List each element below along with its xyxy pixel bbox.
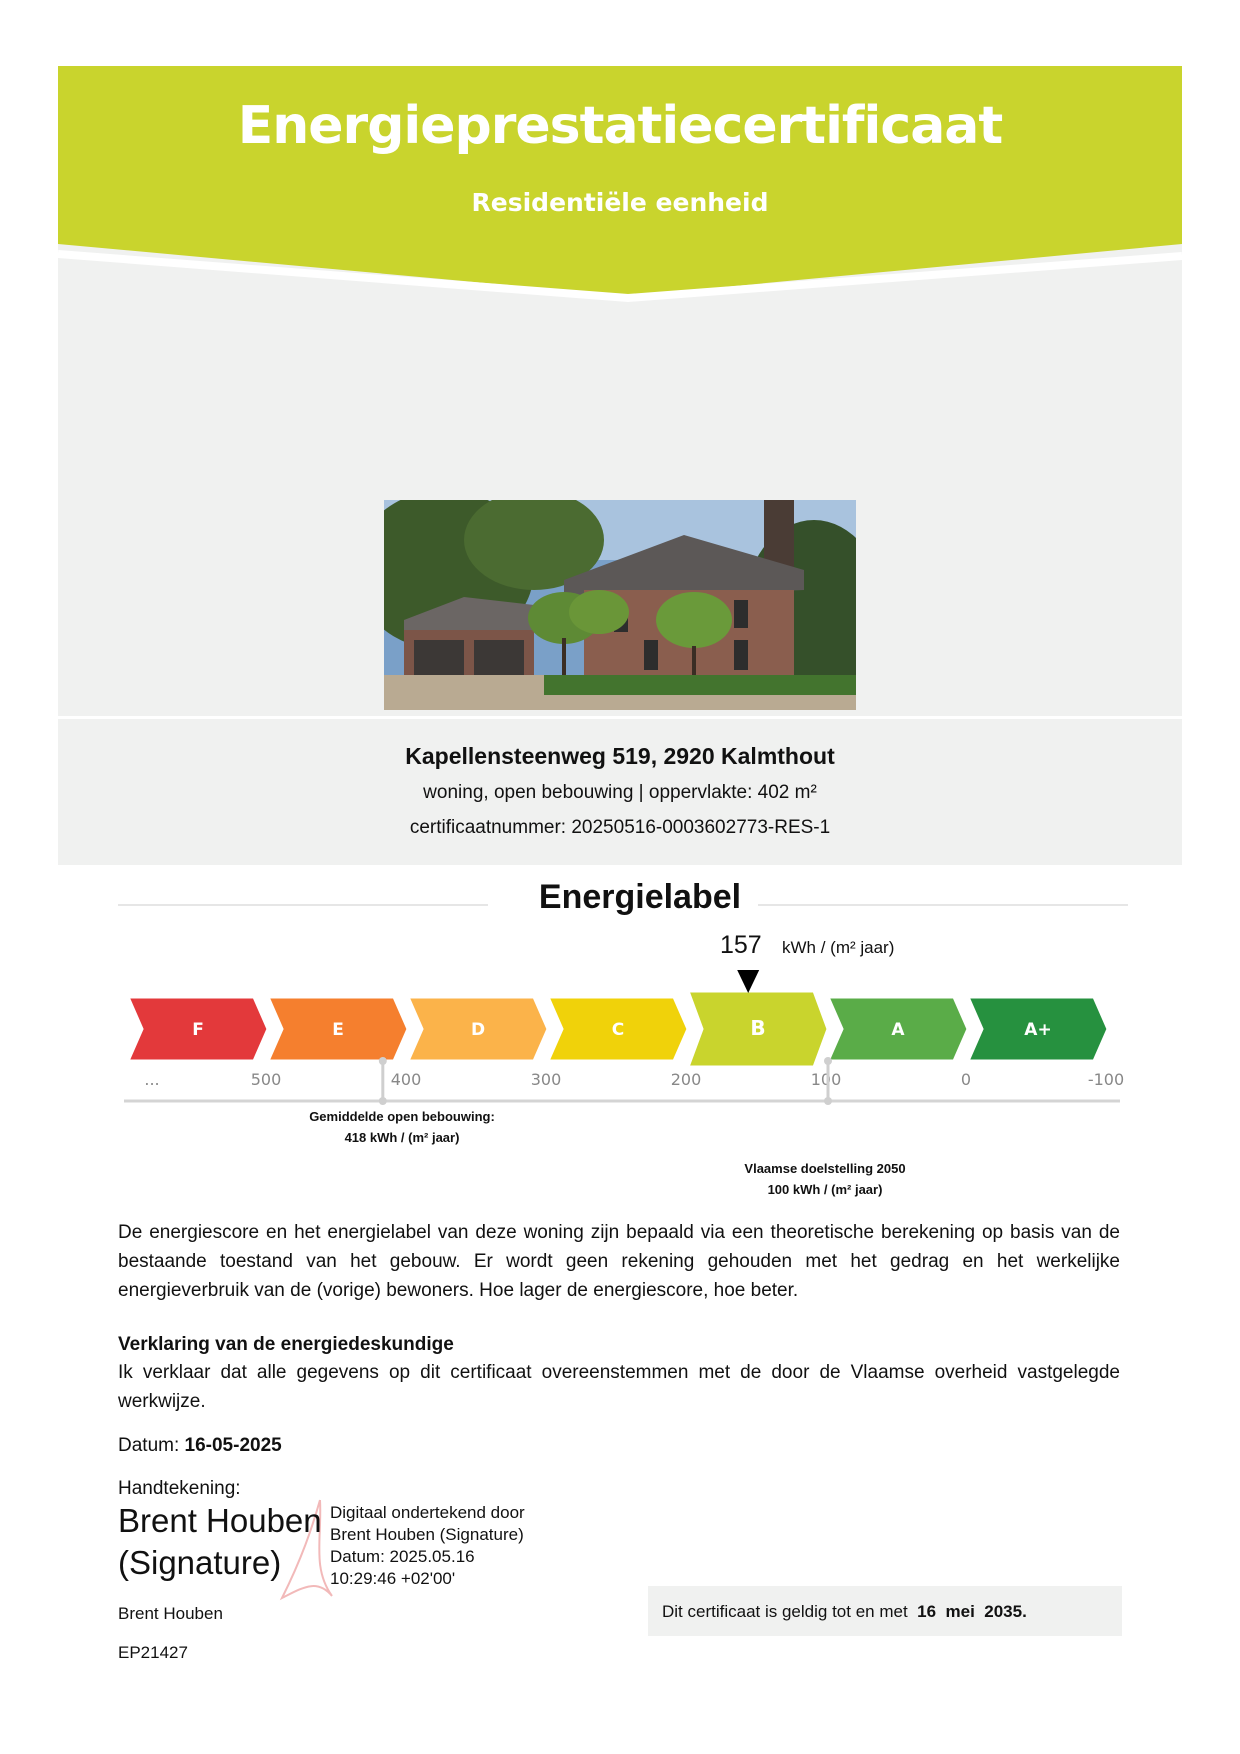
energy-label-chart — [118, 925, 1128, 1110]
label-letter-f: F — [192, 1020, 204, 1040]
energy-score: 157 — [720, 931, 762, 959]
property-address: Kapellensteenweg 519, 2920 Kalmthout — [405, 743, 835, 769]
property-description: woning, open bebouwing | oppervlakte: 402 m² — [423, 782, 817, 803]
target-note-line2: 100 kWh / (m² jaar) — [767, 1182, 883, 1197]
heading-rule-left — [118, 904, 488, 906]
digital-signature-details — [330, 1502, 525, 1590]
validity-text — [662, 1602, 1027, 1622]
validity-day: 16 — [917, 1602, 937, 1621]
validity-year: 2035. — [984, 1602, 1027, 1621]
label-letter-e: E — [332, 1020, 344, 1040]
heading-rule-right — [758, 904, 1128, 906]
digital-signature-line1: Digitaal ondertekend door — [330, 1503, 525, 1522]
label-letter-d: D — [470, 1020, 486, 1040]
document-title: Energieprestatiecertificaat — [237, 96, 1003, 156]
date-value: 16-05-2025 — [184, 1435, 282, 1456]
intro-paragraph: De energiescore en het energielabel van deze woning zijn bepaald via een theoretische berekening op basis van de bestaande toestand van het gebouw. Er wordt geen rekening gehouden met het gedrag en het werkelijke energieverbruik van de (vorige) bewoners. Hoe lager de energiescore, hoe beter. — [118, 1222, 1120, 1301]
signature-name-line1: Brent Houben — [118, 1502, 322, 1539]
declaration-body: Ik verklaar dat alle gegevens op dit certificaat overeenstemmen met de door de Vlaamse overheid vastgelegde werkwijze. — [118, 1362, 1120, 1412]
signer-name: Brent Houben — [118, 1604, 223, 1623]
axis-tick-label: 500 — [250, 1070, 282, 1089]
average-note-line2: 418 kWh / (m² jaar) — [344, 1130, 460, 1145]
target-note — [695, 1158, 955, 1200]
target-reference-line-dot — [824, 1057, 832, 1065]
document-subtitle: Residentiële eenheid — [471, 188, 769, 217]
axis-tick-label: -100 — [1087, 1070, 1125, 1089]
target-note-line1: Vlaamse doelstelling 2050 — [744, 1161, 906, 1176]
digital-signature-line2: Brent Houben (Signature) — [330, 1525, 524, 1544]
axis-tick-label: 300 — [530, 1070, 562, 1089]
validity-prefix: Dit certificaat is geldig tot en met — [662, 1602, 908, 1621]
date-label: Datum: — [118, 1435, 180, 1456]
label-letter-c: C — [611, 1020, 625, 1040]
axis-tick-label: ... — [144, 1070, 160, 1089]
energy-score-unit: kWh / (m² jaar) — [782, 938, 895, 957]
label-letter-a-plus: A+ — [1024, 1020, 1052, 1040]
average-reference-line-dot — [379, 1097, 387, 1105]
validity-month: mei — [945, 1602, 975, 1621]
axis-tick-label: 200 — [670, 1070, 702, 1089]
label-letter-b: B — [750, 1016, 766, 1040]
axis-tick-label: 100 — [810, 1070, 842, 1089]
declaration-heading: Verklaring van de energiedeskundige — [118, 1334, 454, 1355]
expert-id: EP21427 — [118, 1643, 188, 1662]
signature-name-line2: (Signature) — [118, 1544, 282, 1581]
digital-signature-line3: Datum: 2025.05.16 — [330, 1547, 475, 1566]
target-reference-line-dot — [824, 1097, 832, 1105]
average-reference-line-dot — [379, 1057, 387, 1065]
label-letter-a: A — [891, 1020, 905, 1040]
axis-tick-label: 400 — [390, 1070, 422, 1089]
average-note-line1: Gemiddelde open bebouwing: — [309, 1109, 495, 1124]
average-note — [262, 1106, 542, 1148]
axis-tick-label: 0 — [960, 1070, 972, 1089]
energielabel-heading: Energielabel — [538, 878, 742, 916]
date-line — [118, 1431, 1120, 1460]
certificate-number: certificaatnummer: 20250516-0003602773-RES-1 — [409, 817, 831, 838]
signature-label: Handtekening: — [118, 1478, 241, 1499]
digital-signature-line4: 10:29:46 +02'00' — [330, 1569, 456, 1588]
house-photo — [384, 500, 856, 710]
